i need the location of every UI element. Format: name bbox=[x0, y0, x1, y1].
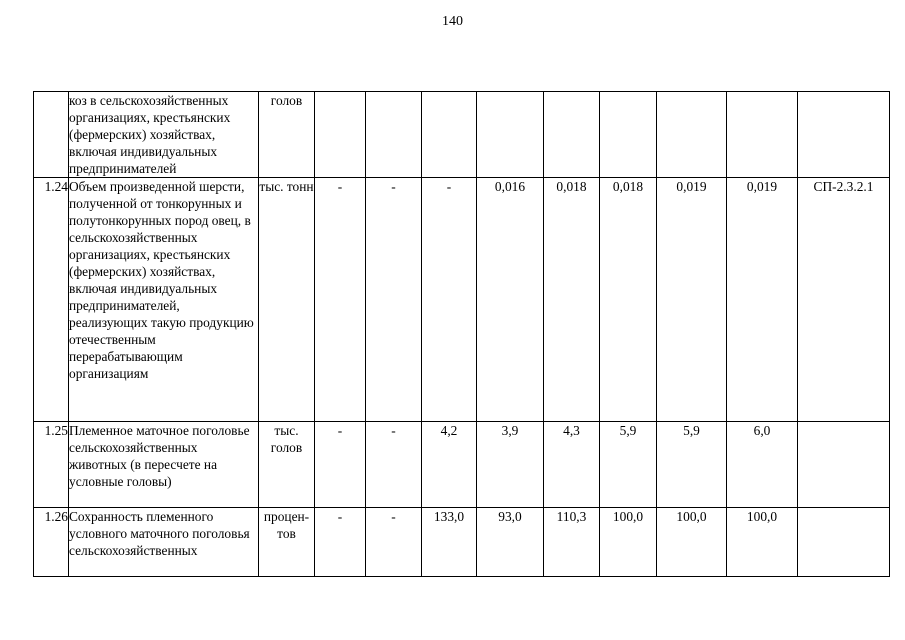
unit-cell: процен-тов bbox=[259, 508, 315, 577]
value-cell bbox=[422, 92, 477, 178]
source-cell bbox=[798, 92, 890, 178]
table-row bbox=[34, 422, 890, 508]
value-cell: 133,0 bbox=[422, 508, 477, 577]
value-cell bbox=[477, 92, 544, 178]
value-cell: 5,9 bbox=[600, 422, 657, 508]
value-cell bbox=[657, 92, 727, 178]
value-cell: - bbox=[315, 508, 366, 577]
value-cell bbox=[727, 92, 798, 178]
value-cell: 100,0 bbox=[657, 508, 727, 577]
indicator-name: Объем произведенной шерсти, полученной от тонкорунных и полутонкорунных пород овец, в сельскохозяйственных организациях, крестьянских (фермерских) хозяйствах, включая индивидуальных предпринимателей, реализующих такую продукцию отечественным перерабатывающим организациям bbox=[69, 178, 259, 422]
unit-cell: тыс. голов bbox=[259, 422, 315, 508]
value-cell: - bbox=[366, 178, 422, 422]
value-cell: 93,0 bbox=[477, 508, 544, 577]
indicators-table bbox=[33, 91, 890, 577]
indicator-name: коз в сельскохозяйственных организациях, крестьянских (фермерских) хозяйствах, включая индивидуальных предпринимателей bbox=[69, 92, 259, 178]
value-cell: 0,018 bbox=[544, 178, 600, 422]
value-cell: 110,3 bbox=[544, 508, 600, 577]
source-cell bbox=[798, 508, 890, 577]
value-cell: - bbox=[366, 508, 422, 577]
value-cell: - bbox=[366, 422, 422, 508]
indicator-name: Сохранность племенного условного маточного поголовья сельскохозяйственных bbox=[69, 508, 259, 577]
table-row bbox=[34, 178, 890, 422]
value-cell: 100,0 bbox=[727, 508, 798, 577]
unit-cell: тыс. тонн bbox=[259, 178, 315, 422]
value-cell: - bbox=[422, 178, 477, 422]
table-row bbox=[34, 508, 890, 577]
value-cell: 6,0 bbox=[727, 422, 798, 508]
unit-cell: голов bbox=[259, 92, 315, 178]
indicator-name: Племенное маточное поголовье сельскохозяйственных животных (в пересчете на условные головы) bbox=[69, 422, 259, 508]
row-number: 1.24 bbox=[34, 178, 69, 422]
value-cell: 5,9 bbox=[657, 422, 727, 508]
value-cell bbox=[600, 92, 657, 178]
table-row bbox=[34, 92, 890, 178]
row-number: 1.26 bbox=[34, 508, 69, 577]
value-cell: 4,3 bbox=[544, 422, 600, 508]
row-number bbox=[34, 92, 69, 178]
value-cell: 0,016 bbox=[477, 178, 544, 422]
source-cell bbox=[798, 422, 890, 508]
value-cell: 0,018 bbox=[600, 178, 657, 422]
value-cell bbox=[366, 92, 422, 178]
source-cell: СП-2.3.2.1 bbox=[798, 178, 890, 422]
value-cell: 0,019 bbox=[657, 178, 727, 422]
value-cell: - bbox=[315, 178, 366, 422]
value-cell bbox=[315, 92, 366, 178]
value-cell: 100,0 bbox=[600, 508, 657, 577]
value-cell: 3,9 bbox=[477, 422, 544, 508]
page-number: 140 bbox=[442, 14, 463, 29]
row-number: 1.25 bbox=[34, 422, 69, 508]
value-cell: - bbox=[315, 422, 366, 508]
value-cell: 4,2 bbox=[422, 422, 477, 508]
value-cell: 0,019 bbox=[727, 178, 798, 422]
value-cell bbox=[544, 92, 600, 178]
